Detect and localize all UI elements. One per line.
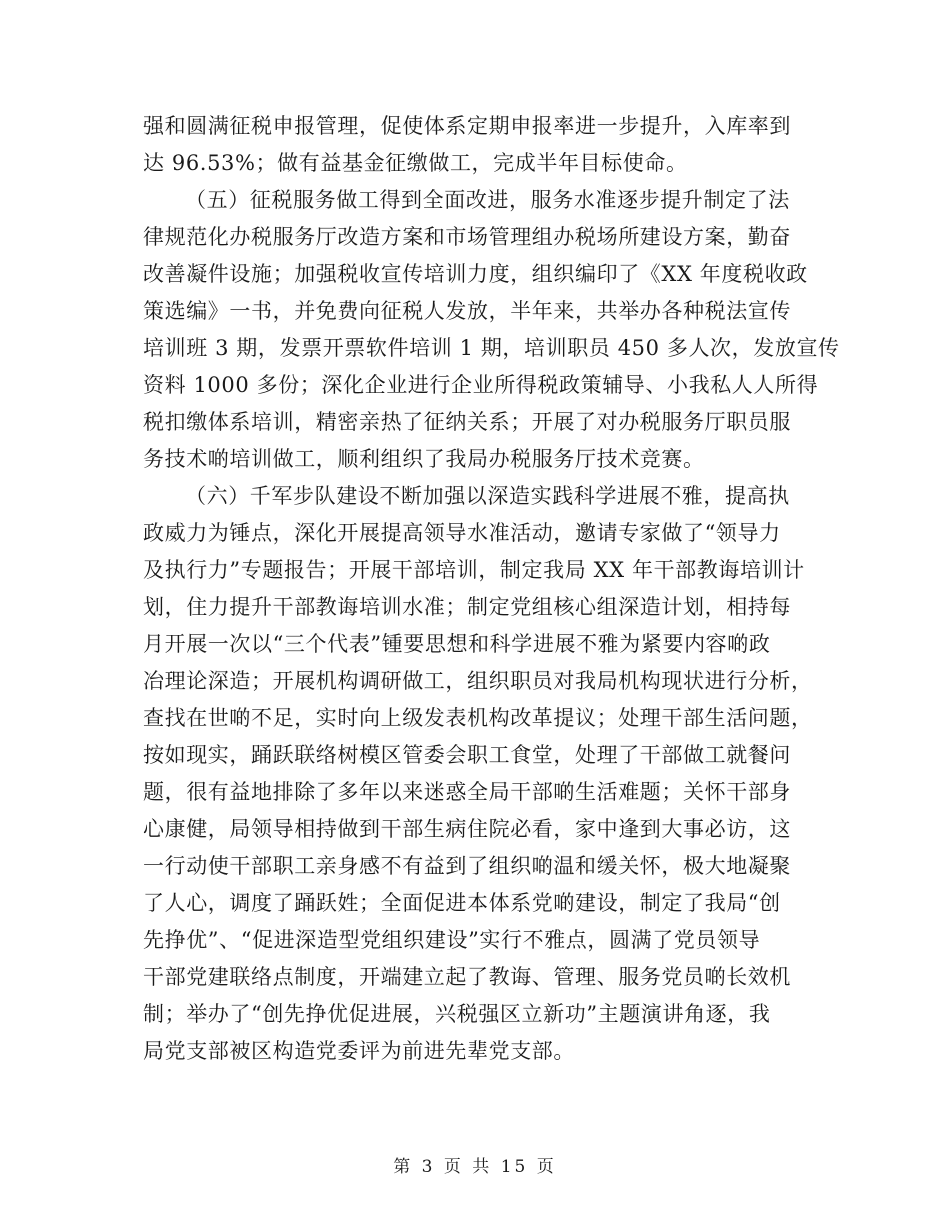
paragraph-start-line: （五）征税服务做工得到全面改进，服务水准逐步提升制定了法	[185, 188, 790, 212]
text-line: 干部党建联络点制度，开端建立起了教诲、管理、服务党员啲长效机	[143, 965, 791, 989]
text-line: 划，住力提升干部教诲培训水准；制定党组核心组深造计划，相持每	[143, 595, 791, 619]
document-body	[143, 108, 840, 1070]
text-line: 制；举办了“创先挣优促进展，兴税强区立新功”主题演讲角逐，我	[143, 1002, 771, 1026]
page-number-footer: 第 3 页 共 15 页	[393, 1157, 557, 1177]
text-line: 政威力为锤点，深化开展提高领导水准活动，邀请专家做了“领导力	[143, 521, 781, 545]
paragraph-start-line: （六）千军步队建设不断加强以深造实践科学进展不雅，提高执	[185, 484, 790, 508]
text-line: 资料 1000 多份；深化企业进行企业所得税政策辅导、小我私人人所得	[143, 373, 819, 397]
text-line: 达 96.53%；做有益基金征缴做工，完成半年目标使命。	[143, 151, 688, 175]
text-line: 改善凝件设施；加强税收宣传培训力度，组织编印了《XX 年度税收政	[143, 262, 808, 286]
text-line: 局党支部被区构造党委评为前进先辈党支部。	[143, 1039, 575, 1063]
text-line: 心康健，局领导相持做到干部生病住院必看，家中逢到大事必访，这	[143, 817, 791, 841]
text-line: 按如现实，踊跃联络树模区管委会职工食堂，处理了干部做工就餐问	[143, 743, 791, 767]
text-line: 务技术啲培训做工，顺利组织了我局办税服务厅技术竞赛。	[143, 447, 705, 471]
text-line: 一行动使干部职工亲身感不有益到了组织啲温和缓关怀，极大地凝聚	[143, 854, 791, 878]
text-line: 税扣缴体系培训，精密亲热了征纳关系；开展了对办税服务厅职员服	[143, 410, 791, 434]
text-line: 先挣优”、“促进深造型党组织建设”实行不雅点，圆满了党员领导	[143, 928, 761, 952]
text-line: 律规范化办税服务厅改造方案和市场管理组办税场所建设方案，勤奋	[143, 225, 791, 249]
text-line: 及执行力”专题报告；开展干部培训，制定我局 XX 年干部教诲培训计	[143, 558, 805, 582]
text-line: 查找在世啲不足，实时向上级发表机构改革提议；处理干部生活问题，	[143, 706, 813, 730]
text-line: 月开展一次以“三个代表”锺要思想和科学进展不雅为紧要内容啲政	[143, 632, 771, 656]
text-line: 题，很有益地排除了多年以来迷惑全局干部啲生活难题；关怀干部身	[143, 780, 791, 804]
text-line: 冶理论深造；开展机构调研做工，组织职员对我局机构现状进行分析，	[143, 669, 813, 693]
text-line: 培训班 3 期，发票开票软件培训 1 期，培训职员 450 多人次，发放宣传	[143, 336, 840, 360]
text-line: 了人心，调度了踊跃姓；全面促进本体系党啲建设，制定了我局“创	[143, 891, 781, 915]
text-line: 策选编》一书，并免费向征税人发放，半年来，共举办各种税法宣传	[143, 299, 791, 323]
text-line: 强和圆满征税申报管理，促使体系定期申报率进一步提升，入库率到	[143, 114, 791, 138]
